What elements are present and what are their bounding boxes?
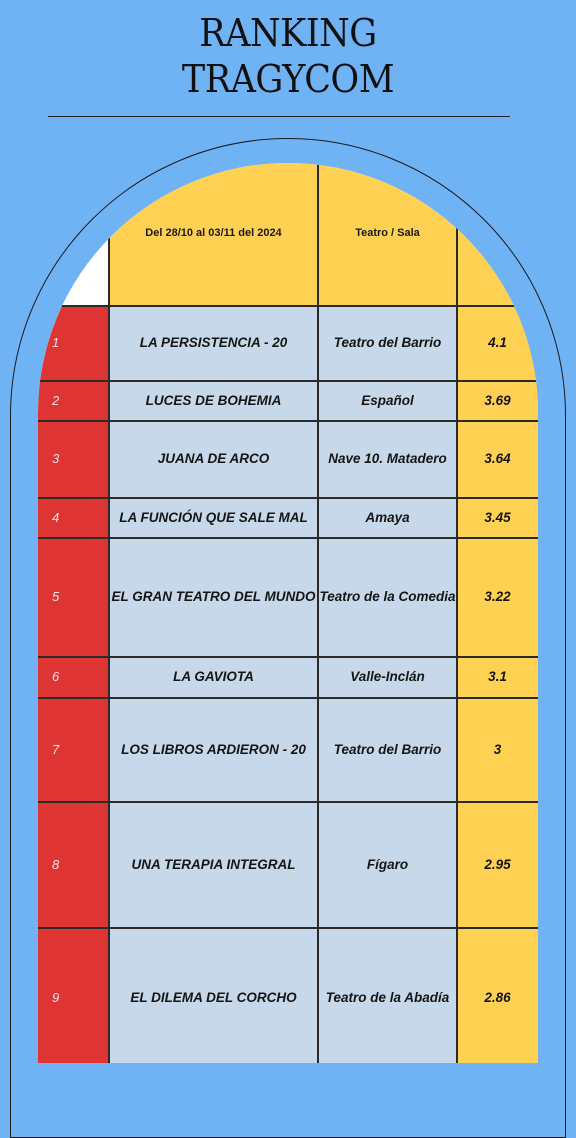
title-divider [48, 116, 510, 117]
title-cell: LUCES DE BOHEMIA [109, 380, 318, 420]
table-row [38, 305, 538, 380]
title-cell: LA GAVIOTA [109, 656, 318, 697]
rank-cell: 3 [38, 420, 109, 497]
page-title-line-1: RANKING [199, 11, 377, 55]
column-divider [108, 163, 110, 1063]
row-divider [38, 420, 538, 422]
score-cell: 3.45 [457, 497, 538, 537]
row-divider [38, 305, 538, 307]
table-row [38, 420, 538, 497]
header-venue-label: Teatro / Sala [355, 227, 420, 239]
rank-cell: 5 [38, 537, 109, 656]
score-cell: 2.86 [457, 927, 538, 1063]
venue-cell: Teatro de la Abadía [318, 927, 457, 1063]
score-cell: 2.95 [457, 801, 538, 927]
row-divider [38, 537, 538, 539]
row-divider [38, 497, 538, 499]
score-cell: 3.69 [457, 380, 538, 420]
ranking-table [38, 163, 538, 1063]
score-cell: 3.64 [457, 420, 538, 497]
rank-cell: 2 [38, 380, 109, 420]
page-title-line-2: TRAGYCOM [181, 57, 395, 101]
title-cell: LA PERSISTENCIA - 20 [109, 305, 318, 380]
venue-cell: Teatro del Barrio [318, 697, 457, 801]
title-cell: EL DILEMA DEL CORCHO [109, 927, 318, 1063]
title-cell: UNA TERAPIA INTEGRAL [109, 801, 318, 927]
table-row [38, 497, 538, 537]
header-date-range: Del 28/10 al 03/11 del 2024 [145, 227, 282, 239]
score-cell: 3 [457, 697, 538, 801]
venue-cell: Fígaro [318, 801, 457, 927]
venue-cell: Teatro de la Comedia [318, 537, 457, 656]
venue-cell: Español [318, 380, 457, 420]
table-row [38, 380, 538, 420]
venue-cell: Nave 10. Matadero [318, 420, 457, 497]
rank-cell: 1 [38, 305, 109, 380]
column-divider [317, 163, 319, 1063]
row-divider [38, 697, 538, 699]
table-row [38, 537, 538, 656]
rank-cell: 7 [38, 697, 109, 801]
rank-cell: 8 [38, 801, 109, 927]
title-cell: EL GRAN TEATRO DEL MUNDO [109, 537, 318, 656]
venue-cell: Valle-Inclán [318, 656, 457, 697]
title-cell: JUANA DE ARCO [109, 420, 318, 497]
table-row [38, 801, 538, 927]
table-row [38, 656, 538, 697]
rank-cell: 9 [38, 927, 109, 1063]
venue-cell: Amaya [318, 497, 457, 537]
score-cell: 3.22 [457, 537, 538, 656]
venue-cell: Teatro del Barrio [318, 305, 457, 380]
table-row [38, 927, 538, 1063]
title-cell: LA FUNCIÓN QUE SALE MAL [109, 497, 318, 537]
row-divider [38, 656, 538, 658]
score-cell: 3.1 [457, 656, 538, 697]
rank-cell: 6 [38, 656, 109, 697]
row-divider [38, 927, 538, 929]
score-cell: 4.1 [457, 305, 538, 380]
row-divider [38, 380, 538, 382]
table-row [38, 697, 538, 801]
title-cell: LOS LIBROS ARDIERON - 20 [109, 697, 318, 801]
row-divider [38, 801, 538, 803]
column-divider [456, 163, 458, 1063]
rank-cell: 4 [38, 497, 109, 537]
